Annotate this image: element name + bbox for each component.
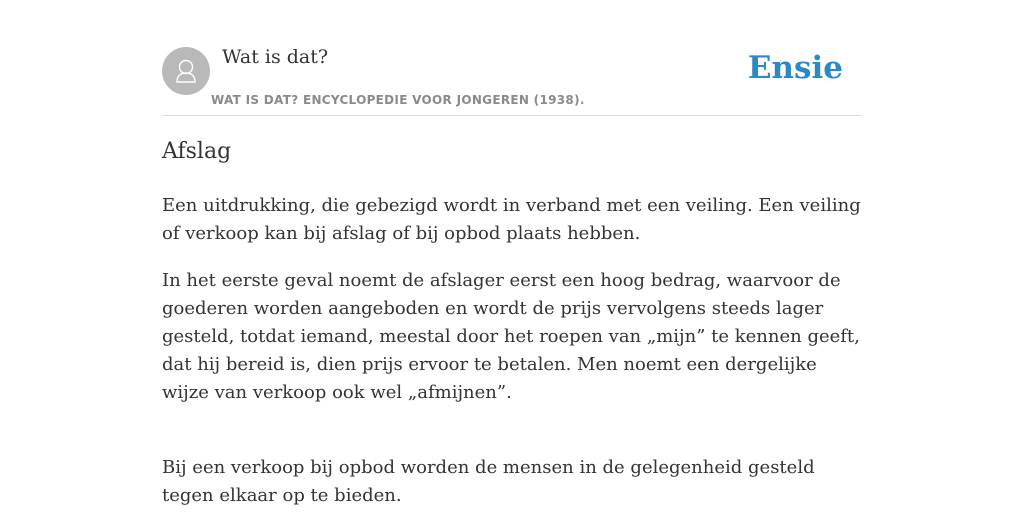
entry-paragraph: Een uitdrukking, die gebezigd wordt in verband met een veiling. Een veiling of verkoop kan bij afslag of bij opbod plaats hebben.	[162, 195, 861, 244]
user-avatar-icon[interactable]	[162, 47, 210, 95]
page-container	[162, 0, 862, 506]
entry-title: Afslag	[162, 139, 232, 164]
source-header	[162, 0, 862, 116]
source-title-link[interactable]: Wat is dat?	[222, 46, 329, 68]
entry-paragraph: In het eerste geval noemt de afslager eerst een hoog bedrag, waarvoor de goederen worden aangeboden en wordt de prijs vervolgens steeds lager gesteld, totdat iemand, meestal door het roepen van „mijn” te kennen geeft, dat hij bereid is, dien prijs ervoor te betalen. Men noemt een dergelijke wijze van verkoop ook wel „afmijnen”.	[162, 270, 860, 403]
person-outline-icon	[162, 47, 210, 95]
source-subtitle: WAT IS DAT? ENCYCLOPEDIE VOOR JONGEREN (1938).	[211, 93, 585, 107]
entry-content	[162, 192, 862, 529]
paragraph-gap	[162, 426, 862, 454]
entry-paragraph: Bij een verkoop bij opbod worden de mensen in de gelegenheid gesteld tegen elkaar op te bieden.	[162, 457, 815, 506]
brand-logo[interactable]: Ensie	[747, 50, 843, 86]
